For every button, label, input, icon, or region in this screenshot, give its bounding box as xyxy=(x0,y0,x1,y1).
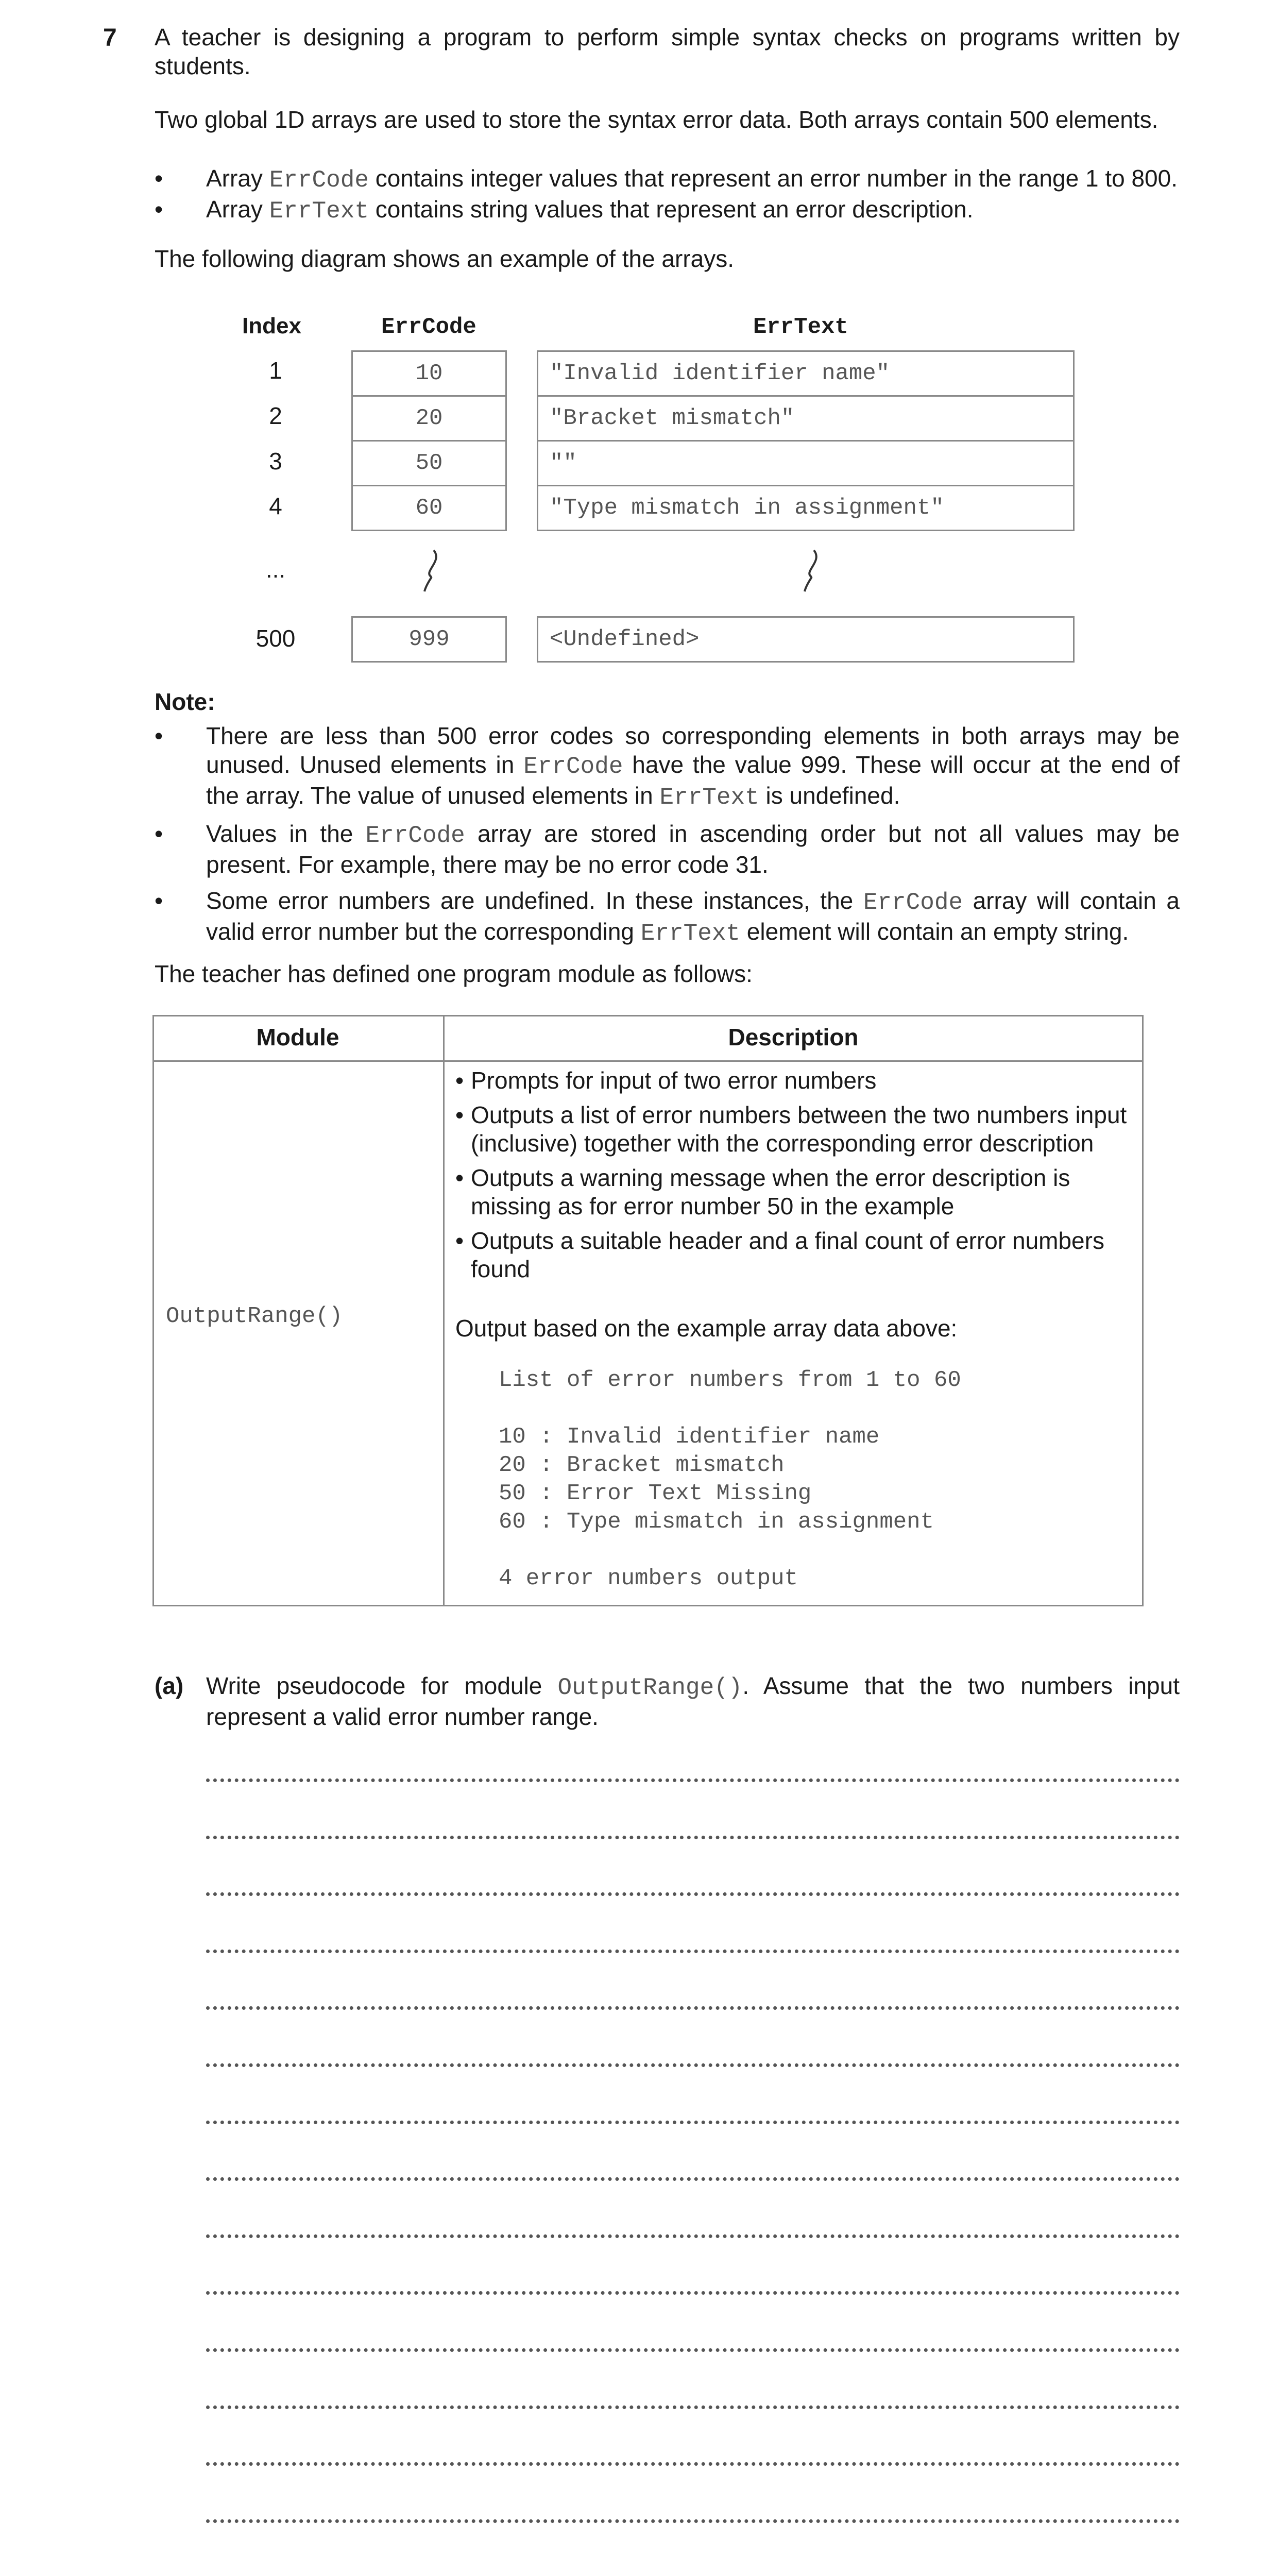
errcode-cell-last: 999 xyxy=(351,616,507,663)
code-errcode: ErrCode xyxy=(863,889,963,916)
errtext-cell: "Type mismatch in assignment" xyxy=(537,485,1075,531)
module-intro: The teacher has defined one program module as follows: xyxy=(155,960,753,987)
array-bullet-list xyxy=(155,164,1180,226)
header-index: Index xyxy=(242,313,301,338)
bullet-dot: • xyxy=(455,1164,464,1191)
bullet-dot: • xyxy=(155,196,163,223)
index-cell-last: 500 xyxy=(255,625,296,652)
code-outputrange: OutputRange() xyxy=(557,1674,743,1701)
index-cell: 2 xyxy=(269,402,282,429)
note-heading: Note: xyxy=(155,688,215,715)
header-errtext: ErrText xyxy=(753,314,848,340)
part-a-question: Write pseudocode for module OutputRange(). Assume that the two numbers input represent a valid error number range. xyxy=(206,1672,1180,1730)
description-item: • Outputs a list of error numbers between the two numbers input (inclusive) together with the corresponding error description xyxy=(455,1101,1127,1157)
bullet-dot: • xyxy=(155,820,163,847)
errcode-cell: 50 xyxy=(351,440,507,486)
answer-line[interactable] xyxy=(206,1950,1180,1953)
answer-line[interactable] xyxy=(206,1892,1180,1896)
note-item: • Some error numbers are undefined. In these instances, the ErrCode array will contain a valid error number but the corresponding ErrText element will contain an empty string. xyxy=(155,887,1180,947)
answer-line[interactable] xyxy=(206,2519,1180,2523)
errtext-cell: "Bracket mismatch" xyxy=(537,395,1075,442)
sample-output: List of error numbers from 1 to 60 10 : Invalid identifier name 20 : Bracket mismatch 50 : Error Text Missing 60 : Type mismatch in assignment 4 error numbers output xyxy=(499,1367,961,1591)
answer-line[interactable] xyxy=(206,2462,1180,2466)
output-lead: Output based on the example array data above: xyxy=(455,1315,958,1342)
description-item: • Outputs a suitable header and a final count of error numbers found xyxy=(455,1227,1104,1282)
module-name: OutputRange() xyxy=(166,1303,343,1329)
errcode-cell: 10 xyxy=(351,350,507,397)
answer-line[interactable] xyxy=(206,1778,1180,1782)
table-header-module: Module xyxy=(256,1024,339,1050)
bullet-errtext: • Array ErrText contains string values that represent an error description. xyxy=(155,196,974,225)
answer-line[interactable] xyxy=(206,2234,1180,2238)
break-mark-errtext xyxy=(782,546,828,592)
answer-line[interactable] xyxy=(206,2405,1180,2409)
index-cell: 3 xyxy=(269,448,282,474)
errtext-cell: "" xyxy=(537,440,1075,486)
intro-paragraph-3: The following diagram shows an example of the arrays. xyxy=(155,245,735,272)
answer-line[interactable] xyxy=(206,2291,1180,2295)
code-errcode: ErrCode xyxy=(523,753,623,780)
intro-paragraph-2: Two global 1D arrays are used to store the syntax error data. Both arrays contain 500 elements. xyxy=(155,106,1158,133)
note-list xyxy=(155,721,1180,955)
code-errtext: ErrText xyxy=(659,784,759,811)
part-a-label: (a) xyxy=(155,1672,184,1699)
question-number: 7 xyxy=(103,24,117,52)
description-item: • Prompts for input of two error numbers xyxy=(455,1067,877,1094)
errcode-cell: 20 xyxy=(351,395,507,442)
errtext-cell: "Invalid identifier name" xyxy=(537,350,1075,397)
index-cell: 1 xyxy=(269,357,282,384)
module-description-list xyxy=(455,1066,1130,1290)
table-header-description: Description xyxy=(728,1024,859,1050)
errtext-cell-last: <Undefined> xyxy=(537,616,1075,663)
answer-line[interactable] xyxy=(206,1836,1180,1839)
bullet-dot: • xyxy=(455,1227,464,1254)
bullet-errcode: • Array ErrCode contains integer values that represent an error number in the range 1 to 800. xyxy=(155,165,1178,194)
table-column-divider xyxy=(443,1015,445,1606)
answer-line[interactable] xyxy=(206,2348,1180,2352)
description-item: • Outputs a warning message when the error description is missing as for error number 50 in the example xyxy=(455,1164,1070,1219)
code-errtext: ErrText xyxy=(269,198,369,225)
break-mark-errcode xyxy=(407,546,453,592)
note-item: • Values in the ErrCode array are stored in ascending order but not all values may be present. For example, there may be no error code 31. xyxy=(155,820,1180,878)
code-errtext: ErrText xyxy=(640,920,741,947)
answer-line[interactable] xyxy=(206,2177,1180,2181)
ellipsis: ... xyxy=(265,556,286,583)
bullet-dot: • xyxy=(455,1101,464,1128)
answer-line[interactable] xyxy=(206,2121,1180,2124)
code-errcode: ErrCode xyxy=(365,822,465,849)
answer-line[interactable] xyxy=(206,2006,1180,2010)
code-errcode: ErrCode xyxy=(269,167,369,194)
bullet-dot: • xyxy=(155,887,163,914)
table-header-divider xyxy=(152,1060,1144,1062)
bullet-dot: • xyxy=(455,1067,464,1094)
index-cell: 4 xyxy=(269,493,282,519)
header-errcode: ErrCode xyxy=(381,314,476,340)
bullet-dot: • xyxy=(155,722,163,749)
bullet-dot: • xyxy=(155,165,163,192)
answer-line[interactable] xyxy=(206,2063,1180,2067)
note-item: • There are less than 500 error codes so corresponding elements in both arrays may be unused. Unused elements in ErrCode have the value 999. These will occur at the end of the array. The value of unused elements in ErrText is undefined. xyxy=(155,722,1180,811)
intro-paragraph-1: A teacher is designing a program to perform simple syntax checks on programs written by students. xyxy=(155,24,1180,79)
errcode-cell: 60 xyxy=(351,485,507,531)
